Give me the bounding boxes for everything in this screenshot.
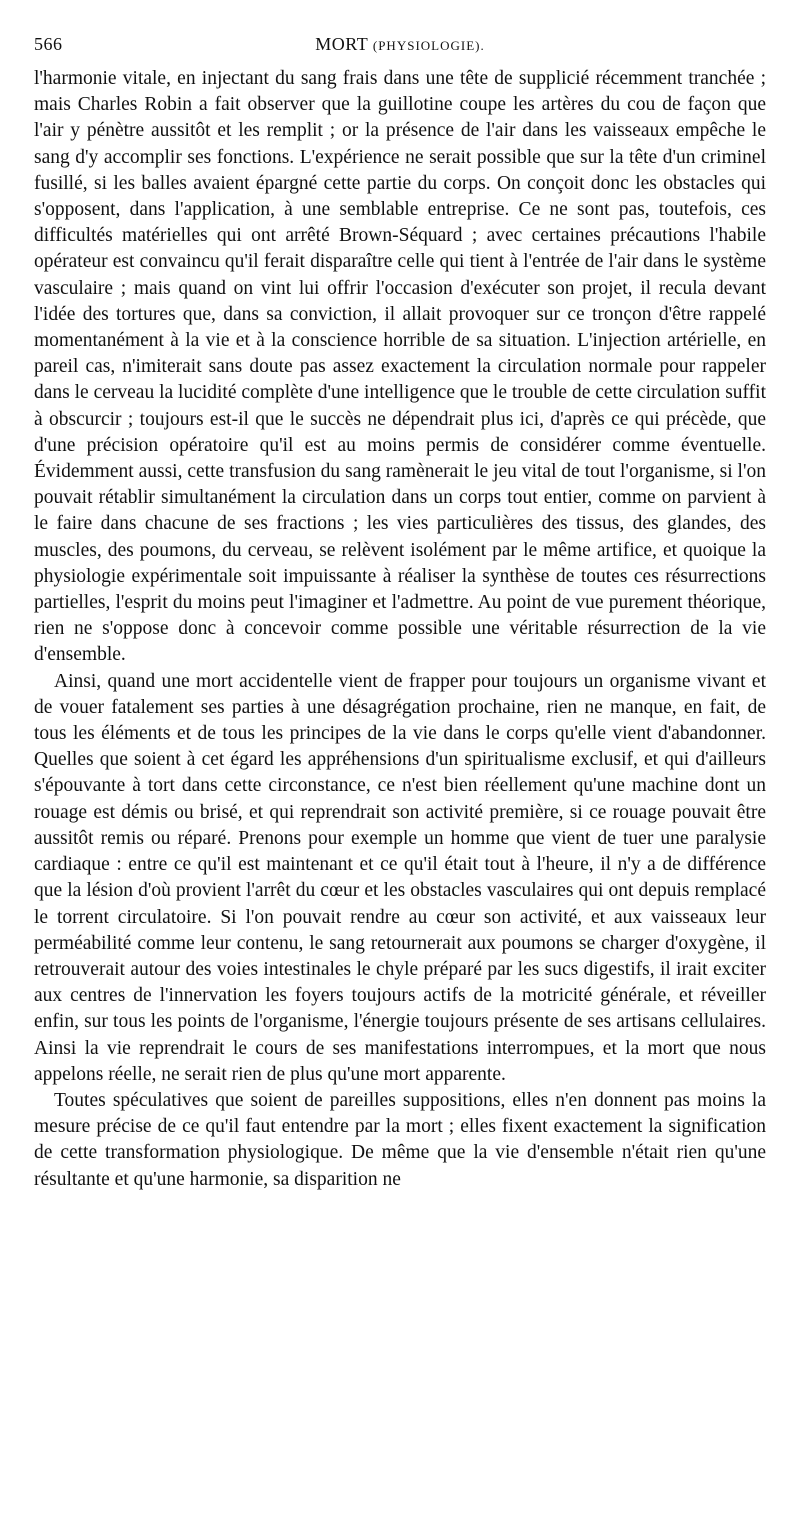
running-head	[34, 28, 766, 54]
running-title-sub: (PHYSIOLOGIE).	[372, 38, 485, 53]
page-number: 566	[34, 34, 63, 54]
paragraph-1: l'harmonie vitale, en injectant du sang frais dans une tête de supplicié récemment tranchée ; mais Charles Robin a fait observer que la guillotine coupe les artères du cou de façon que l'air y pénètre aussitôt et les remplit ; or la présence de l'air dans les vaisseaux empêche le sang d'y accomplir ses fonctions. L'expérience ne serait possible que sur la tête d'un criminel fusillé, si les balles avaient épargné cette partie du corps. On conçoit donc les obstacles qui s'opposent, dans l'application, à une semblable entreprise. Ce ne sont pas, toutefois, ces difficultés matérielles qui ont arrêté Brown-Séquard ; avec certaines précautions l'habile opérateur est convaincu qu'il ferait disparaître celle qui tient à l'entrée de l'air dans le système vasculaire ; mais quand on vint lui offrir l'occasion d'exécuter son projet, il recula devant l'idée des tortures que, dans sa conviction, il allait provoquer sur ce tronçon d'être rappelé momentanément à la vie et à la conscience horrible de sa situation. L'injection artérielle, en pareil cas, n'imiterait sans doute pas assez exactement la circulation normale pour rappeler dans le cerveau la lucidité complète d'une intelligence que le trouble de cette circulation suffit à obscurcir ; toujours est-il que le succès ne dépendrait plus ici, d'après ce qui précède, que d'une précision opératoire qu'il est au moins permis de considérer comme éventuelle. Évidemment aussi, cette transfusion du sang ramènerait le jeu vital de tout l'organisme, si l'on pouvait rétablir simultanément la circulation dans un corps tout entier, comme on parvient à le faire dans chacune de ses fractions ; les vies particulières des tissus, des glandes, des muscles, des poumons, du cerveau, se relèvent isolément par le même artifice, et quoique la physiologie expérimentale soit impuissante à réaliser la synthèse de toutes ces résurrections partielles, l'esprit du moins peut l'imaginer et l'admettre. Au point de vue purement théorique, rien ne s'oppose donc à concevoir comme possible une véritable résurrection de la vie d'ensemble.	[34, 68, 766, 666]
body-text	[34, 66, 766, 1193]
running-title	[34, 34, 766, 55]
running-title-main: MORT	[315, 34, 368, 54]
paragraph-3: Toutes spéculatives que soient de pareilles suppositions, elles n'en donnent pas moins la mesure précise de ce qu'il faut entendre par la mort ; elles fixent exactement la signification de cette transformation physiologique. De même que la vie d'ensemble n'était rien qu'une résultante et qu'une harmonie, sa disparition ne	[34, 1089, 766, 1190]
paragraph-2: Ainsi, quand une mort accidentelle vient de frapper pour toujours un organisme vivant et de vouer fatalement ses parties à une désagrégation prochaine, rien ne manque, en fait, de tous les éléments et de tous les principes de la vie dans le corps qu'elle vient d'abandonner. Quelles que soient à cet égard les appréhensions d'un spiritualisme exclusif, et qui d'ailleurs s'épouvante à tort dans cette circonstance, ce n'est bien réellement qu'une machine dont un rouage est démis ou brisé, et qui reprendrait son activité première, si ce rouage pouvait être aussitôt remis ou réparé. Prenons pour exemple un homme que vient de tuer une paralysie cardiaque : entre ce qu'il est maintenant et ce qu'il était tout à l'heure, il n'y a de différence que la lésion d'où provient l'arrêt du cœur et les obstacles vasculaires qui ont depuis remplacé le torrent circulatoire. Si l'on pouvait rendre au cœur son activité, et aux vaisseaux leur perméabilité comme leur contenu, le sang retournerait aux poumons se charger d'oxygène, il retrouverait autour des voies intestinales le chyle préparé par les sucs digestifs, il irait exciter aux centres de l'innervation les foyers toujours actifs de la motricité générale, et réveiller enfin, sur tous les points de l'organisme, l'énergie toujours présente de ses artisans cellulaires. Ainsi la vie reprendrait le cours de ses manifestations interrompues, et la mort que nous appelons réelle, ne serait rien de plus qu'une mort apparente.	[34, 670, 766, 1085]
